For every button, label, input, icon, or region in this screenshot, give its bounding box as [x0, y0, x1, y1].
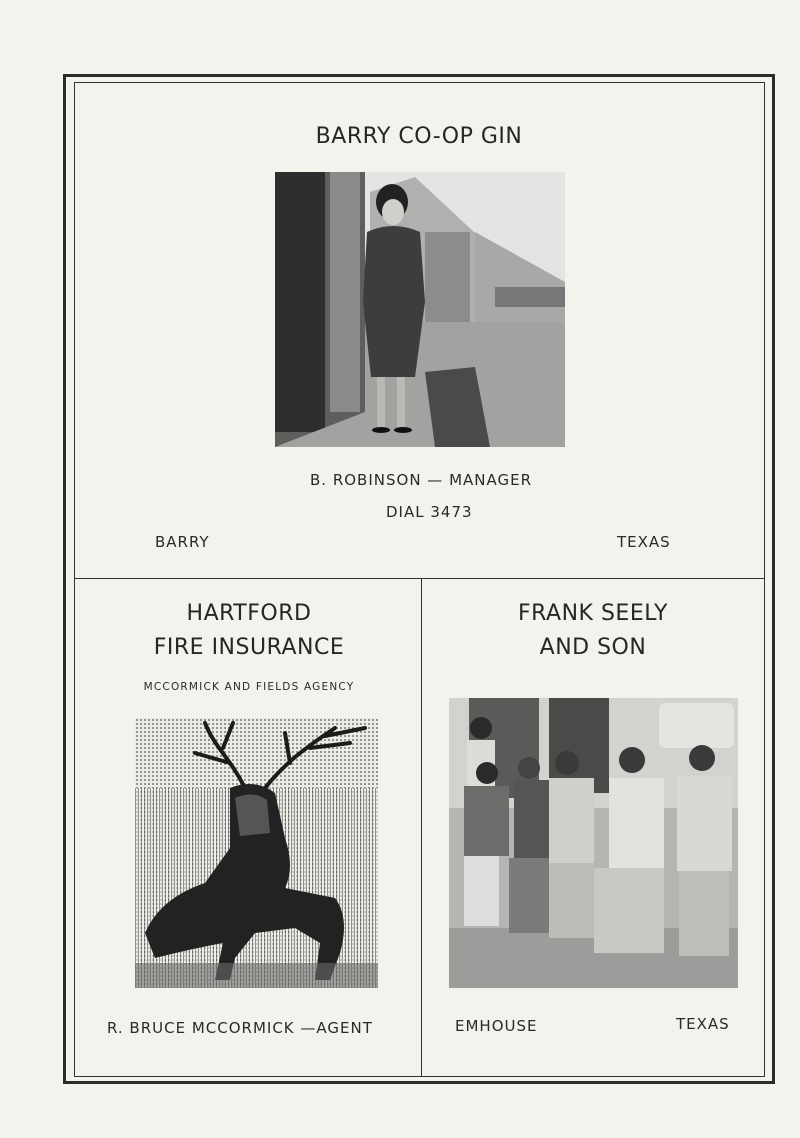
seely-city: EMHOUSE	[455, 1017, 538, 1035]
gin-manager-photo	[275, 172, 565, 447]
gin-manager-line: B. ROBINSON — MANAGER	[310, 471, 533, 489]
horizontal-divider	[74, 578, 765, 579]
insurance-title-line1: HARTFORD	[186, 601, 312, 626]
seely-title-line2: AND SON	[539, 635, 647, 660]
insurance-agent: R. BRUCE MCCORMICK —AGENT	[107, 1019, 373, 1037]
gin-title: BARRY CO-OP GIN	[315, 124, 523, 149]
gin-city: BARRY	[155, 533, 210, 551]
seely-state: TEXAS	[676, 1015, 730, 1033]
seely-title-line1: FRANK SEELY	[517, 601, 668, 626]
insurance-agency: MCCORMICK AND FIELDS AGENCY	[143, 681, 355, 693]
insurance-title-line2: FIRE INSURANCE	[153, 635, 345, 660]
gin-phone: DIAL 3473	[386, 503, 473, 521]
gin-state: TEXAS	[617, 533, 671, 551]
elk-engraving	[135, 718, 378, 988]
seely-group-photo	[449, 698, 738, 988]
